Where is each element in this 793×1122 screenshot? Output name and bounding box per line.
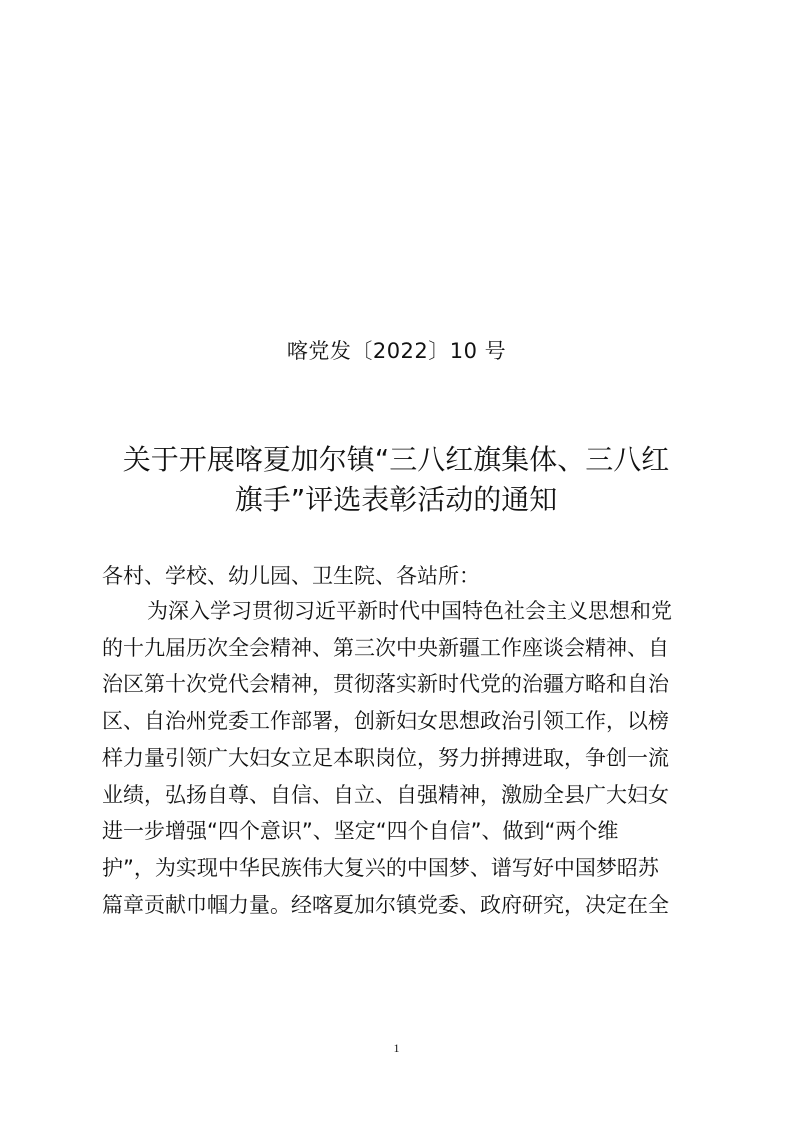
body-line-2: 的十九届历次全会精神、第三次中央新疆工作座谈会精神、自 <box>102 635 669 660</box>
body-line-6: 业绩，弘扬自尊、自信、自立、自强精神，激励全县广大妇女 <box>102 782 669 807</box>
salutation: 各村、学校、幼儿园、卫生院、各站所： <box>102 564 480 588</box>
body-line-4: 区、自治州党委工作部署，创新妇女思想政治引领工作，以榜 <box>102 709 669 734</box>
body-line-7: 进一步增强“四个意识”、坚定“四个自信”、做到“两个维 <box>102 819 619 844</box>
body-paragraph <box>102 593 702 923</box>
title-line-2: 旗手”评选表彰活动的通知 <box>234 483 558 516</box>
body-line-5: 样力量引领广大妇女立足本职岗位，努力拼搏进取，争创一流 <box>102 745 669 770</box>
document-number: 喀党发〔2022〕10 号 <box>286 339 507 363</box>
title-line-1: 关于开展喀夏加尔镇“三八红旗集体、三八红 <box>122 443 670 476</box>
page-number: 1 <box>393 1041 400 1055</box>
body-line-9: 篇章贡献巾帼力量。经喀夏加尔镇党委、政府研究，决定在全 <box>102 892 669 917</box>
document-title <box>96 440 696 520</box>
body-line-3: 治区第十次党代会精神，贯彻落实新时代党的治疆方略和自治 <box>102 672 669 697</box>
body-line-8: 护”，为实现中华民族伟大复兴的中国梦、谱写好中国梦昭苏 <box>102 855 659 880</box>
body-line-1: 为深入学习贯彻习近平新时代中国特色社会主义思想和党 <box>147 599 672 623</box>
